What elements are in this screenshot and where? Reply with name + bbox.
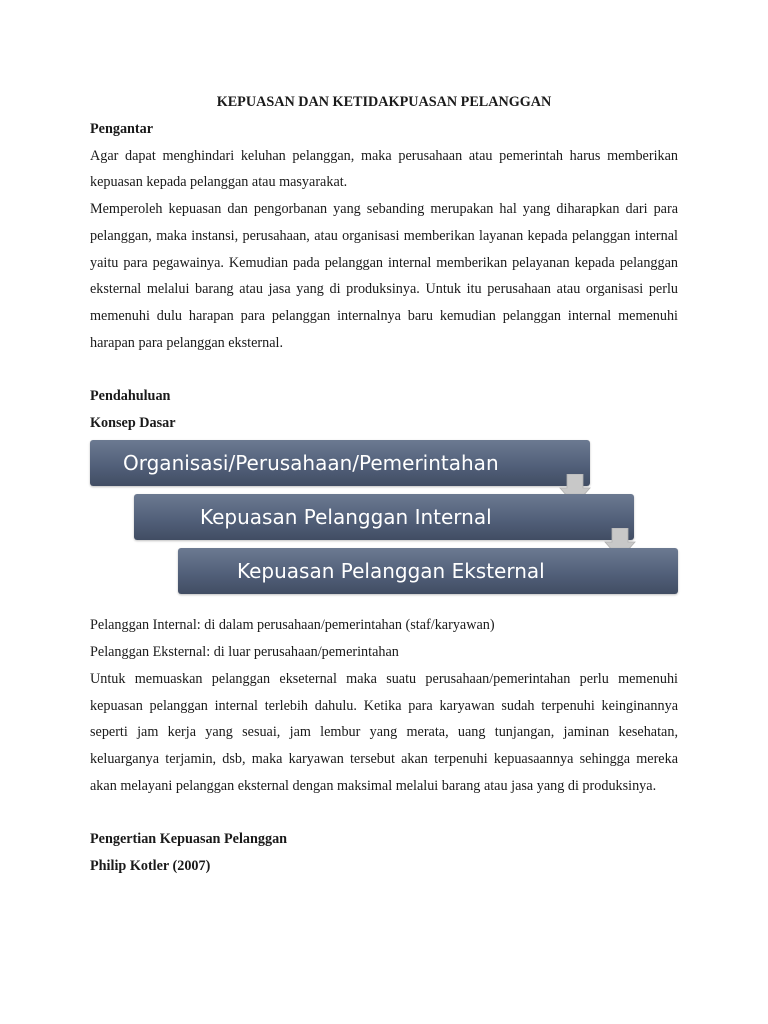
heading-pengantar: Pengantar <box>90 121 154 137</box>
heading-konsep-dasar: Konsep Dasar <box>90 414 176 431</box>
definition-internal: Pelanggan Internal: di dalam perusahaan/pemerintahan (staf/karyawan) <box>90 617 495 634</box>
document-page <box>90 92 678 879</box>
paragraph-intro-2: Memperoleh kepuasan dan pengorbanan yang sebanding merupakan hal yang diharapkan dari para pelanggan, maka instansi, perusahaan, atau organisasi memberikan layanan kepada pelanggan internal yaitu para pegawainya. Kemudian pada pelanggan internal memberikan pelayanan kepada pelanggan eksternal melalui barang atau jasa yang di produksinya. Untuk itu perusahaan atau organisasi perlu memenuhi dulu harapan para pelanggan internalnya baru kemudian pelanggan internal memenuhi harapan para pelanggan eksternal. <box>90 201 678 351</box>
spacer <box>90 356 678 383</box>
diagram-step-eksternal: Kepuasan Pelanggan Eksternal <box>178 548 678 594</box>
diagram-step-organisasi: Organisasi/Perusahaan/Pemerintahan <box>90 440 590 486</box>
paragraph-explanation: Untuk memuaskan pelanggan ekseternal maka suatu perusahaan/pemerintahan perlu memenuhi kepuasan pelanggan internal terlebih dahulu. Ketika para karyawan sudah terpenuhi keinginannya seperti jam kerja yang sesuai, jam lembur yang merata, uang tunjangan, jaminan kesehatan, keluarganya terjamin, dsb, maka karyawan tersebut akan terpenuhi kepuasaannya sehingga mereka akan melayani pelanggan eksternal dengan maksimal melalui barang atau jasa yang di produksinya. <box>90 670 678 794</box>
concept-diagram <box>90 436 678 612</box>
spacer <box>90 799 678 826</box>
heading-pendahuluan: Pendahuluan <box>90 388 171 405</box>
paragraph-intro-1: Agar dapat menghindari keluhan pelanggan, maka perusahaan atau pemerintah harus memberikan kepuasan kepada pelanggan atau masyarakat. <box>90 147 678 191</box>
definition-eksternal: Pelanggan Eksternal: di luar perusahaan/pemerintahan <box>90 644 399 661</box>
heading-pengertian: Pengertian Kepuasan Pelanggan <box>90 831 288 848</box>
heading-philip-kotler: Philip Kotler (2007) <box>90 857 211 874</box>
document-title: KEPUASAN DAN KETIDAKPUASAN PELANGGAN <box>216 94 552 110</box>
diagram-step-internal: Kepuasan Pelanggan Internal <box>134 494 634 540</box>
